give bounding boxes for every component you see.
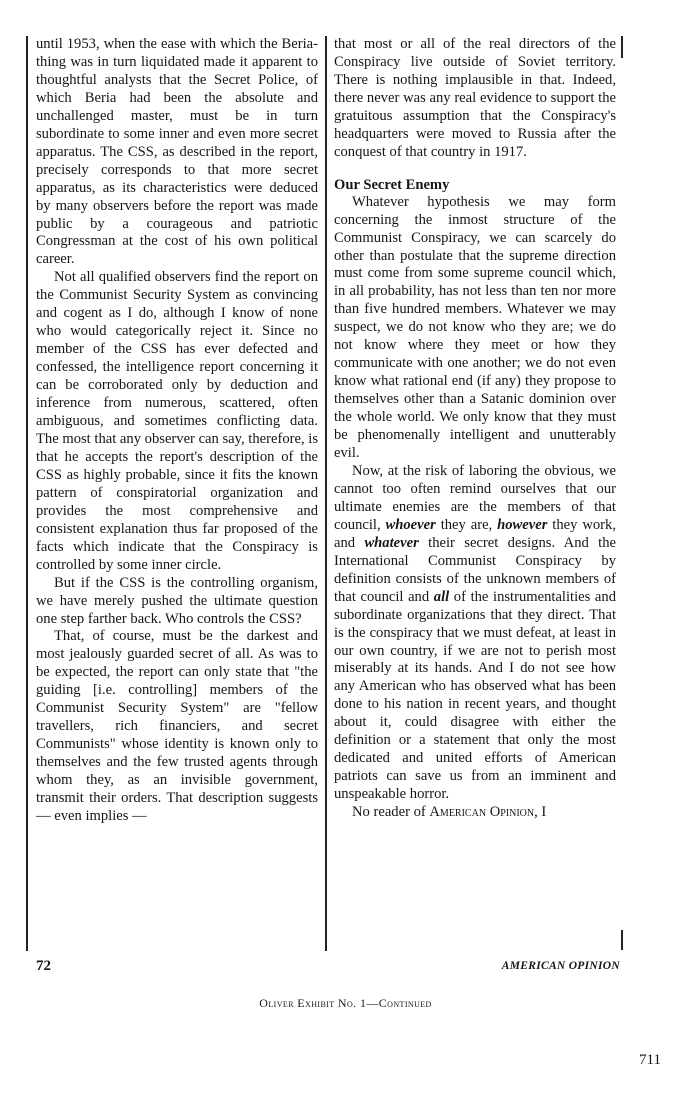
page-number: 72 [36,958,51,974]
text-run: they work, and [334,516,616,551]
paragraph: that most or all of the real directors of the Conspiracy live outside of Soviet territory. There is nothing implausible in that. Indeed, there never was any real evidence to support the gratuitous assumption that the Conspiracy's headquarters were moved to Russia after the conquest of that country in 1917. [334,36,616,160]
text-run: of the instrumentalities and subordinate organizations that they direct. That is the conspiracy that we must defeat, at least in our own country, if we are not to perish most miserably at its hands. And I do not see how any American who has observed what has been done to his nation in recent years, and thought about it, could disagree with either the definition or a statement that only the most dedicated and united efforts of American patriots can save us from an imminent and unspeakable horror. [334,588,616,803]
paragraph: But if the CSS is the controlling organism, we have merely pushed the ultimate question one step farther back. Who controls the CSS? [36,574,318,627]
emphasis: whoever [385,516,436,533]
left-column [36,36,318,826]
right-column-rule-top [621,36,623,58]
emphasis: whatever [364,534,419,551]
paragraph: until 1953, when the ease with which the Beria-thing was in turn liquidated made it apparent to thoughtful analysts that the Secret Police, of which Beria had been the absolute and unchallenged master, must be in turn subordinate to some inner and even more secret apparatus. The CSS, as described in the report, precisely corresponds to that more secret apparatus, as its characteristics were deduced by many observers before the report was made public by a courageous and patriotic Congressman at the cost of his own political career. [36,36,318,268]
exhibit-caption: Oliver Exhibit No. 1—Continued [259,996,432,1010]
text-run: Now, at the risk of laboring the obvious, we cannot too often remind ourselves that our ultimate enemies are the members of that council, [334,462,616,533]
text-run: , I [534,804,547,821]
paragraph: That, of course, must be the darkest and most jealously guarded secret of all. As was to be expected, the report can only state that "the guiding [i.e. controlling] members of the Communist Security System" are "fellow travellers, rich financiers, and secret Communists" whose identity is known only to themselves and the few trusted agents through whom they, as an invisible government, transmit their orders. That description suggests — even implies — [36,628,318,824]
right-column [334,36,616,822]
emphasis: however [497,516,548,533]
magazine-name: AMERICAN OPINION [501,960,620,972]
left-column-rule [26,36,28,951]
paragraph [334,804,616,822]
paragraph [334,463,616,804]
paragraph: Whatever hypothesis we may form concerning the inmost structure of the Communist Conspiracy, we can scarcely do other than postulate that the supreme direction must come from some supreme council which, in all probability, has not less than ten nor more than five hundred members. Whatever we may suspect, we do not know who they are; we do not know where they meet or how they communicate with one another; we do not even know what rational end (if any) they propose to themselves other than a Satanic dominion over the whole world. We only know that they must be phenomenally intelligent and unutterably evil. [334,193,616,462]
emphasis: all [433,588,450,605]
text-run: their secret designs. And the International Communist Conspiracy by definition consists of the unknown members of that council and [334,534,616,605]
paragraph: Not all qualified observers find the report on the Communist Security System as convincing and cogent as I do, although I know of none who would categorically reject it. Since no member of the CSS has ever defected and confessed, the intelligence report concerning it can be corroborated only by deduction and inference from numerous, scattered, often ambiguous, and sometimes conflicting data. The most that any observer can say, therefore, is that he accepts the report's description of the CSS as highly probable, since it fits the known pattern of conspiratorial organization and provides the most comprehensive and consistent explanation thus far proposed of the facts which indicate that the Conspiracy is controlled by some inner circle. [36,269,318,573]
sheet-number: 711 [639,1052,661,1068]
magazine-reference: American Opinion [429,804,535,821]
section-heading: Our Secret Enemy [334,176,450,193]
right-column-rule-bottom [621,930,623,950]
text-run: they are, [435,516,498,533]
middle-column-rule [325,36,327,951]
text-run: No reader of [352,804,430,821]
